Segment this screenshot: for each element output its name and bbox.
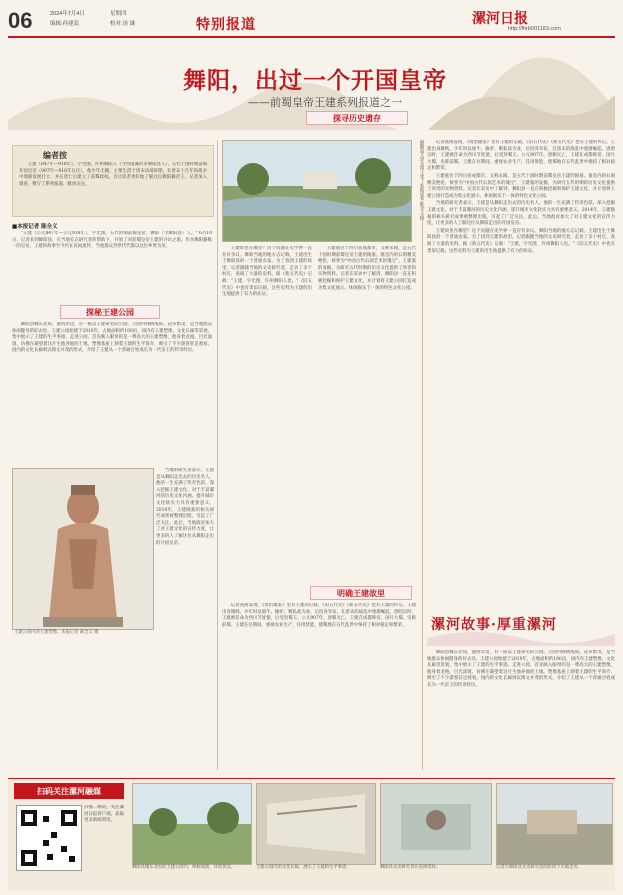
issue-date: 2024年7月4日 xyxy=(50,11,85,17)
body-column-5 xyxy=(222,603,416,773)
editor-note-text: 王建（847年—918年），字光图，许州舞阳人（今河南漯河市舞阳县人），五代十国时期前蜀开国皇帝（907年—918年在位）。他少年无赖，主要生活于唐末动荡时期，在唐末十几年的战争中逐渐发展壮大，并在唐亡后建立了前蜀政权。为让读者更好地了解这位舞阳籍帝王，记者深入调查，撰写了系列报道，敬请关注。 xyxy=(19,162,207,187)
app-promo-title: 扫码关注漯河融媒 xyxy=(14,783,124,799)
body-paragraph: 舞阳县城东北角，滚河岸边，有一座以王建命名的公园。公园内绿树成荫、花草繁茂，是当地群众休闲健身的好去处。王建公园始建于2010年，占地面积约100亩，园内有王建塑像、文化长廊等景观，集中展示了王建的生平事迹。走进公园，首先映入眼帘的是一尊高大的王建塑像，他身着龙袍，目光深邃，仿佛在凝望着这片生他养他的土地。塑像基座上刻着王建的生平简介，吸引了不少游客驻足观看。园内的文化长廊则以图文并茂的形式，介绍了王建从一个普通百姓成长为一代帝王的传奇经历。 xyxy=(12,322,212,354)
statue-illustration xyxy=(13,469,153,629)
bottom-photo-4 xyxy=(496,783,613,865)
banner-text: 漯河故事·厚重漯河 xyxy=(431,617,557,633)
editor-note-box xyxy=(12,145,214,217)
byline: ■本报记者 陈全义 xyxy=(12,224,58,230)
body-column-1 xyxy=(12,231,212,301)
bottom-photo-strip xyxy=(8,778,615,891)
body-paragraph: 王建墓位于四川省成都市，又称永陵，是五代十国时期前蜀皇帝王建的陵墓。墓室内的石刻精美绝伦，被誉为"中国古代石刻艺术的瑰宝"。王建墓的发掘，为研究五代时期的历史文化提供了珍贵的实物资料。记者在采访中了解到，舞阳县一直在积极挖掘和保护王建文化，并计划将王建公园打造成为集文化展示、休闲娱乐于一体的特色文化公园。 xyxy=(318,246,416,291)
body-column-3 xyxy=(222,246,312,582)
section-head-hometown: 明确王建故里 xyxy=(310,586,412,600)
statue-caption: 王建公园内的王建塑像。本报记者 陈全义 摄 xyxy=(14,630,99,635)
body-column-2b xyxy=(156,468,214,628)
section-head-history: 探寻历史遗存 xyxy=(306,111,408,125)
bottom-photo-2 xyxy=(256,783,376,865)
bottom-caption-3: 舞阳县文史研究者在查阅资料。 xyxy=(380,865,441,870)
bottom-caption-2: 王建公园内的文化长廊，展示了王建的生平事迹。 xyxy=(256,865,351,870)
article-title: 舞阳，出过一个开国皇帝 xyxy=(183,67,447,94)
body-column-4 xyxy=(318,246,416,582)
body-paragraph: 记者查阅发现，《资治通鉴》里有王建的记载，《旧五代史》《新五代史》也有王建的传记。王建出身微贱，少年时以屠牛、偷驴、贩私盐为业，后投身军伍，在唐末的战乱中逐渐崛起。唐昭宗时，王建被任命为西川节度使，后受封蜀王。公元907年，唐朝灭亡，王建在成都称帝，国号大蜀，史称前蜀。王建在位期间，重视农业生产，任用贤能，使蜀地在五代乱世中保持了相对稳定和繁荣。 xyxy=(427,140,615,172)
bottom-caption-4: 记者在舞阳县文史研究者的陪同下实地走访。 xyxy=(496,865,582,870)
body-column-6 xyxy=(427,140,615,602)
bottom-photo-3 xyxy=(380,783,492,865)
research-illustration xyxy=(381,784,491,864)
column-divider xyxy=(422,140,423,770)
body-column-2 xyxy=(12,322,212,464)
bottom-caption-1: 舞阳县城东北角的王建公园内，绿树成荫，环境优美。 xyxy=(132,865,236,870)
section-head-park: 探秘王建公园 xyxy=(60,305,160,319)
editor-note-body xyxy=(19,162,207,214)
page-number: 06 xyxy=(8,8,33,33)
story-banner xyxy=(427,608,615,646)
bottom-photo-1 xyxy=(132,783,252,865)
body-paragraph: 记者查阅发现，《资治通鉴》里有王建的记载，《旧五代史》《新五代史》也有王建的传记。王建出身微贱，少年时以屠牛、偷驴、贩私盐为业，后投身军伍，在唐末的战乱中逐渐崛起。唐昭宗时，王建被任命为西川节度使，后受封蜀王。公元907年，唐朝灭亡，王建在成都称帝，国号大蜀，史称前蜀。王建在位期间，重视农业生产，任用贤能，使蜀地在五代乱世中保持了相对稳定和繁荣。 xyxy=(222,603,416,628)
body-paragraph: 王建故里在哪里？这个问题在史学界一直存有争议。舞阳当地的地方志记载，王建出生于舞阳县的一个普通农家。为了找到王建的故里，记者跟随当地的文史研究者，走访了多个村庄，查阅了大量的史料。据《新五代史》记载："王建，字光图，许州舞阳人也。"《旧五代史》中也有类似记载。这些史料为王建的出生地提供了有力的佐证。 xyxy=(427,228,615,254)
body-paragraph: 舞阳县城东北角，滚河岸边，有一座以王建命名的公园。公园内绿树成荫、花草繁茂，是当地群众休闲健身的好去处。王建公园始建于2010年，占地面积约100亩，园内有王建塑像、文化长廊等景观，集中展示了王建的生平事迹。走进公园，首先映入眼帘的是一尊高大的王建塑像，他身着龙袍，目光深邃，仿佛在凝望着这片生他养他的土地。塑像基座上刻着王建的生平简介，吸引了不少游客驻足观看。园内的文化长廊则以图文并茂的形式，介绍了王建从一个普通百姓成长为一代帝王的传奇经历。 xyxy=(427,650,615,688)
qr-code-pattern xyxy=(17,806,81,870)
corridor-illustration xyxy=(257,784,375,864)
editor-note-title: 编者按 xyxy=(43,150,67,160)
newspaper-site: http://lhrb001183.com xyxy=(508,26,561,32)
issue-weekday: 星期四 xyxy=(110,11,127,17)
body-column-7 xyxy=(427,650,615,770)
river-park-photo xyxy=(222,140,412,242)
river-illustration xyxy=(223,141,411,241)
newspaper-logo: 漯河日报 xyxy=(472,11,528,27)
proofreader-credit: 校对:汤 谦 xyxy=(110,21,136,27)
body-paragraph: 当地的研究者表示，王建是从舞阳走出去的历史名人，他的一生充满了传奇色彩。深入挖掘王建文化，对于丰富漯河的历史文化内涵、提升城市文化软实力具有重要意义。2014年，王建陵墓的相关研究成果被整理出版，引起了广泛关注。此后，当地政府加大了对王建文化的宣传力度，让更多的人了解这位从舞阳走出的开国皇帝。 xyxy=(427,201,615,227)
column-divider xyxy=(217,140,218,770)
header-rule xyxy=(8,36,615,38)
body-paragraph: "王建（公元847年—公元918年），字光图，五代时期前蜀皇帝，舞阳（今舞阳县）人。" 6月10日，记者来到舞阳县，在当地史志研究者的帮助下，开始了对前蜀皇帝王建的寻访之旅。作为舞阳籍唯一的皇帝，王建的故事至今仍在民间流传，当地群众世世代代都以这位乡贤为荣。 xyxy=(12,231,212,250)
body-paragraph: 王建墓位于四川省成都市，又称永陵，是五代十国时期前蜀皇帝王建的陵墓。墓室内的石刻精美绝伦，被誉为"中国古代石刻艺术的瑰宝"。王建墓的发掘，为研究五代时期的历史文化提供了珍贵的实物资料。记者在采访中了解到，舞阳县一直在积极挖掘和保护王建文化，并计划将王建公园打造成为集文化展示、休闲娱乐于一体的特色文化公园。 xyxy=(427,173,615,199)
village-illustration xyxy=(497,784,612,864)
qr-code[interactable] xyxy=(16,805,82,871)
article-subtitle: ——前蜀皇帝王建系列报道之一 xyxy=(248,96,402,109)
body-paragraph: 当地的研究者表示，王建是从舞阳走出去的历史名人，他的一生充满了传奇色彩。深入挖掘王建文化，对于丰富漯河的历史文化内涵、提升城市文化软实力具有重要意义。2014年，王建陵墓的相关研究成果被整理出版，引起了广泛关注。此后，当地政府加大了对王建文化的宣传力度，让更多的人了解这位从舞阳走出的开国皇帝。 xyxy=(156,468,214,546)
editor-credit: 编辑:孙建蕊 xyxy=(50,21,80,27)
section-title: 特别报道 xyxy=(196,17,256,33)
qr-description: 扫描二维码，关注漯河日报客户端，获取更多新闻资讯。 xyxy=(84,805,124,824)
body-paragraph: 王建故里在哪里？这个问题在史学界一直存有争议。舞阳当地的地方志记载，王建出生于舞阳县的一个普通农家。为了找到王建的故里，记者跟随当地的文史研究者，走访了多个村庄，查阅了大量的史料。据《新五代史》记载："王建，字光图，许州舞阳人也。"《旧五代史》中也有类似记载。这些史料为王建的出生地提供了有力的佐证。 xyxy=(222,246,312,298)
statue-photo xyxy=(12,468,154,630)
park-illustration xyxy=(133,784,251,864)
